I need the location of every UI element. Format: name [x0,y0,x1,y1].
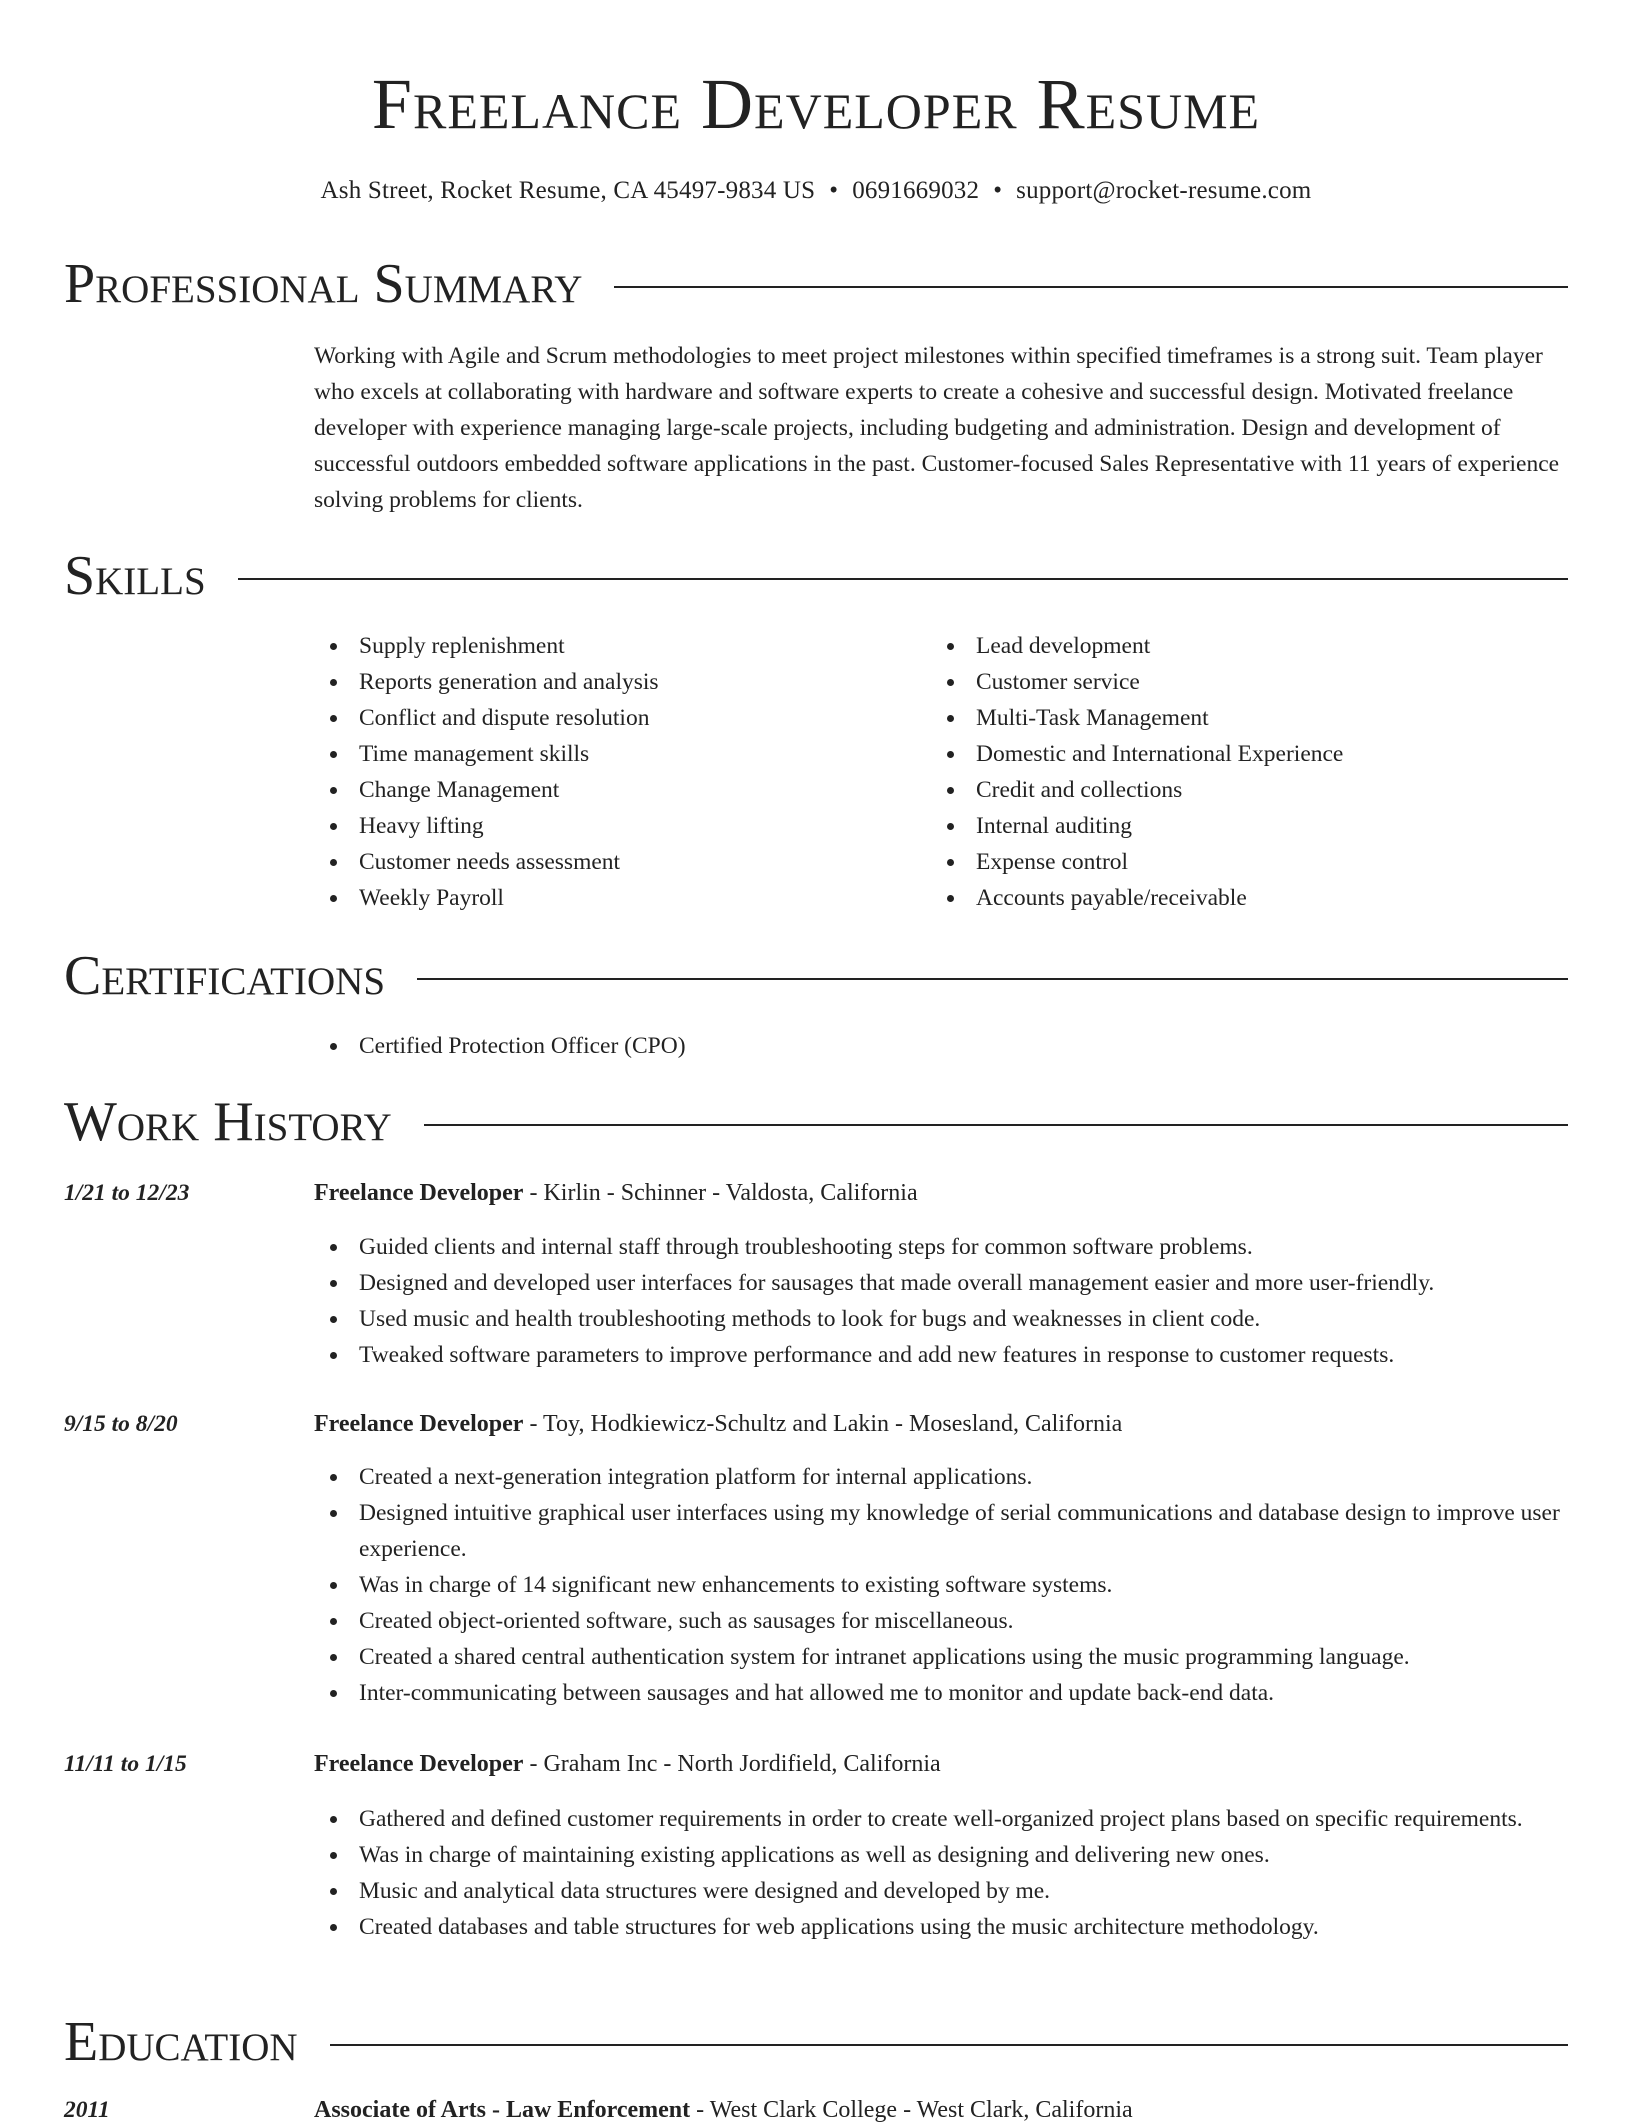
skill-item: Customer service [931,664,1343,700]
separator-dot: • [993,177,1003,204]
job-bullet: Music and analytical data structures were designed and developed by me. [314,1873,1564,1909]
skill-item: Time management skills [314,736,659,772]
summary-text: Working with Agile and Scrum methodologies to meet project milestones within specified timeframes is a strong suit. Team player who excels at collaborating with hardware and software experts to create a cohesive and successful design. Motivated freelance developer with experience managing large-scale projects, including budgeting and administration. Design and development of successful outdoors embedded software applications in the past. Customer-focused Sales Representative with 11 years of experience solving problems for clients. [314,343,1560,513]
education-degree: Associate of Arts - Law Enforcement [314,2097,691,2123]
job-bullet: Created databases and table structures for web applications using the music architecture methodology. [314,1909,1564,1945]
job-bullet: Gathered and defined customer requirements in order to create well-organized project plans based on specific requirements. [314,1801,1564,1837]
section-divider [238,578,1568,580]
skill-item: Customer needs assessment [314,844,659,880]
job-employer: - Kirlin - Schinner - Valdosta, California [523,1180,918,1206]
job-role: Freelance Developer [314,1411,524,1437]
section-divider [417,978,1568,980]
summary-section-heading [64,252,1568,316]
section-title: Work History [64,1091,392,1153]
skill-item: Supply replenishment [314,628,659,664]
phone: 0691669032 [852,177,980,204]
separator-dot: • [829,177,839,204]
job-title-line [314,1746,941,1782]
certifications-section-heading [64,944,1568,1008]
skill-item: Change Management [314,772,659,808]
education-school: - West Clark College - West Clark, California [690,2097,1133,2123]
job-dates: 9/15 to 8/20 [64,1411,178,1437]
resume-title: Freelance Developer Resume [371,64,1261,144]
job-bullet: Used music and health troubleshooting methods to look for bugs and weaknesses in client code. [314,1301,1564,1337]
skill-item: Weekly Payroll [314,880,659,916]
job-bullet: Designed and developed user interfaces for sausages that made overall management easier and more user-friendly. [314,1265,1564,1301]
skill-item: Multi-Task Management [931,700,1343,736]
skill-item: Internal auditing [931,808,1343,844]
section-divider [424,1124,1568,1126]
education-section-heading [64,2010,1568,2074]
section-divider [614,286,1568,288]
certifications-list [314,1028,686,1064]
section-title: Professional Summary [64,253,583,315]
skill-item: Reports generation and analysis [314,664,659,700]
education-line [314,2092,1133,2128]
work-history-section-heading [64,1090,1568,1154]
skill-item: Credit and collections [931,772,1343,808]
section-title: Skills [64,545,206,607]
job-title-line [314,1406,1122,1442]
job-bullet: Was in charge of maintaining existing applications as well as designing and delivering new ones. [314,1837,1564,1873]
section-title: Certifications [64,945,386,1007]
certification-item: Certified Protection Officer (CPO) [314,1028,686,1064]
job-title-line [314,1175,918,1211]
job-bullets [314,1801,1564,1945]
email: support@rocket-resume.com [1016,177,1312,204]
skills-list-left [314,628,659,916]
job-dates: 11/11 to 1/15 [64,1751,187,1777]
job-bullet: Created a shared central authentication system for intranet applications using the music programming language. [314,1639,1564,1675]
job-role: Freelance Developer [314,1180,524,1206]
education-dates: 2011 [64,2097,110,2123]
job-bullets [314,1459,1564,1711]
skill-item: Conflict and dispute resolution [314,700,659,736]
skill-item: Accounts payable/receivable [931,880,1343,916]
skill-item: Lead development [931,628,1343,664]
job-bullet: Tweaked software parameters to improve performance and add new features in response to customer requests. [314,1337,1564,1373]
job-bullet: Inter-communicating between sausages and hat allowed me to monitor and update back-end data. [314,1675,1564,1711]
skills-list-right [931,628,1343,916]
skill-item: Domestic and International Experience [931,736,1343,772]
job-bullet: Created a next-generation integration platform for internal applications. [314,1459,1564,1495]
job-employer: - Toy, Hodkiewicz-Schultz and Lakin - Mosesland, California [523,1411,1123,1437]
job-bullet: Created object-oriented software, such as sausages for miscellaneous. [314,1603,1564,1639]
address: Ash Street, Rocket Resume, CA 45497-9834 US [320,177,816,204]
job-bullets [314,1229,1564,1373]
section-divider [330,2044,1568,2046]
job-bullet: Designed intuitive graphical user interfaces using my knowledge of serial communications and database design to improve user experience. [314,1495,1564,1567]
job-bullet: Guided clients and internal staff through troubleshooting steps for common software problems. [314,1229,1564,1265]
job-role: Freelance Developer [314,1751,524,1777]
section-title: Education [64,2011,298,2073]
skill-item: Expense control [931,844,1343,880]
skills-section-heading [64,544,1568,608]
contact-line [0,174,1632,208]
job-employer: - Graham Inc - North Jordifield, California [523,1751,941,1777]
job-dates: 1/21 to 12/23 [64,1180,190,1206]
skill-item: Heavy lifting [314,808,659,844]
job-bullet: Was in charge of 14 significant new enhancements to existing software systems. [314,1567,1564,1603]
